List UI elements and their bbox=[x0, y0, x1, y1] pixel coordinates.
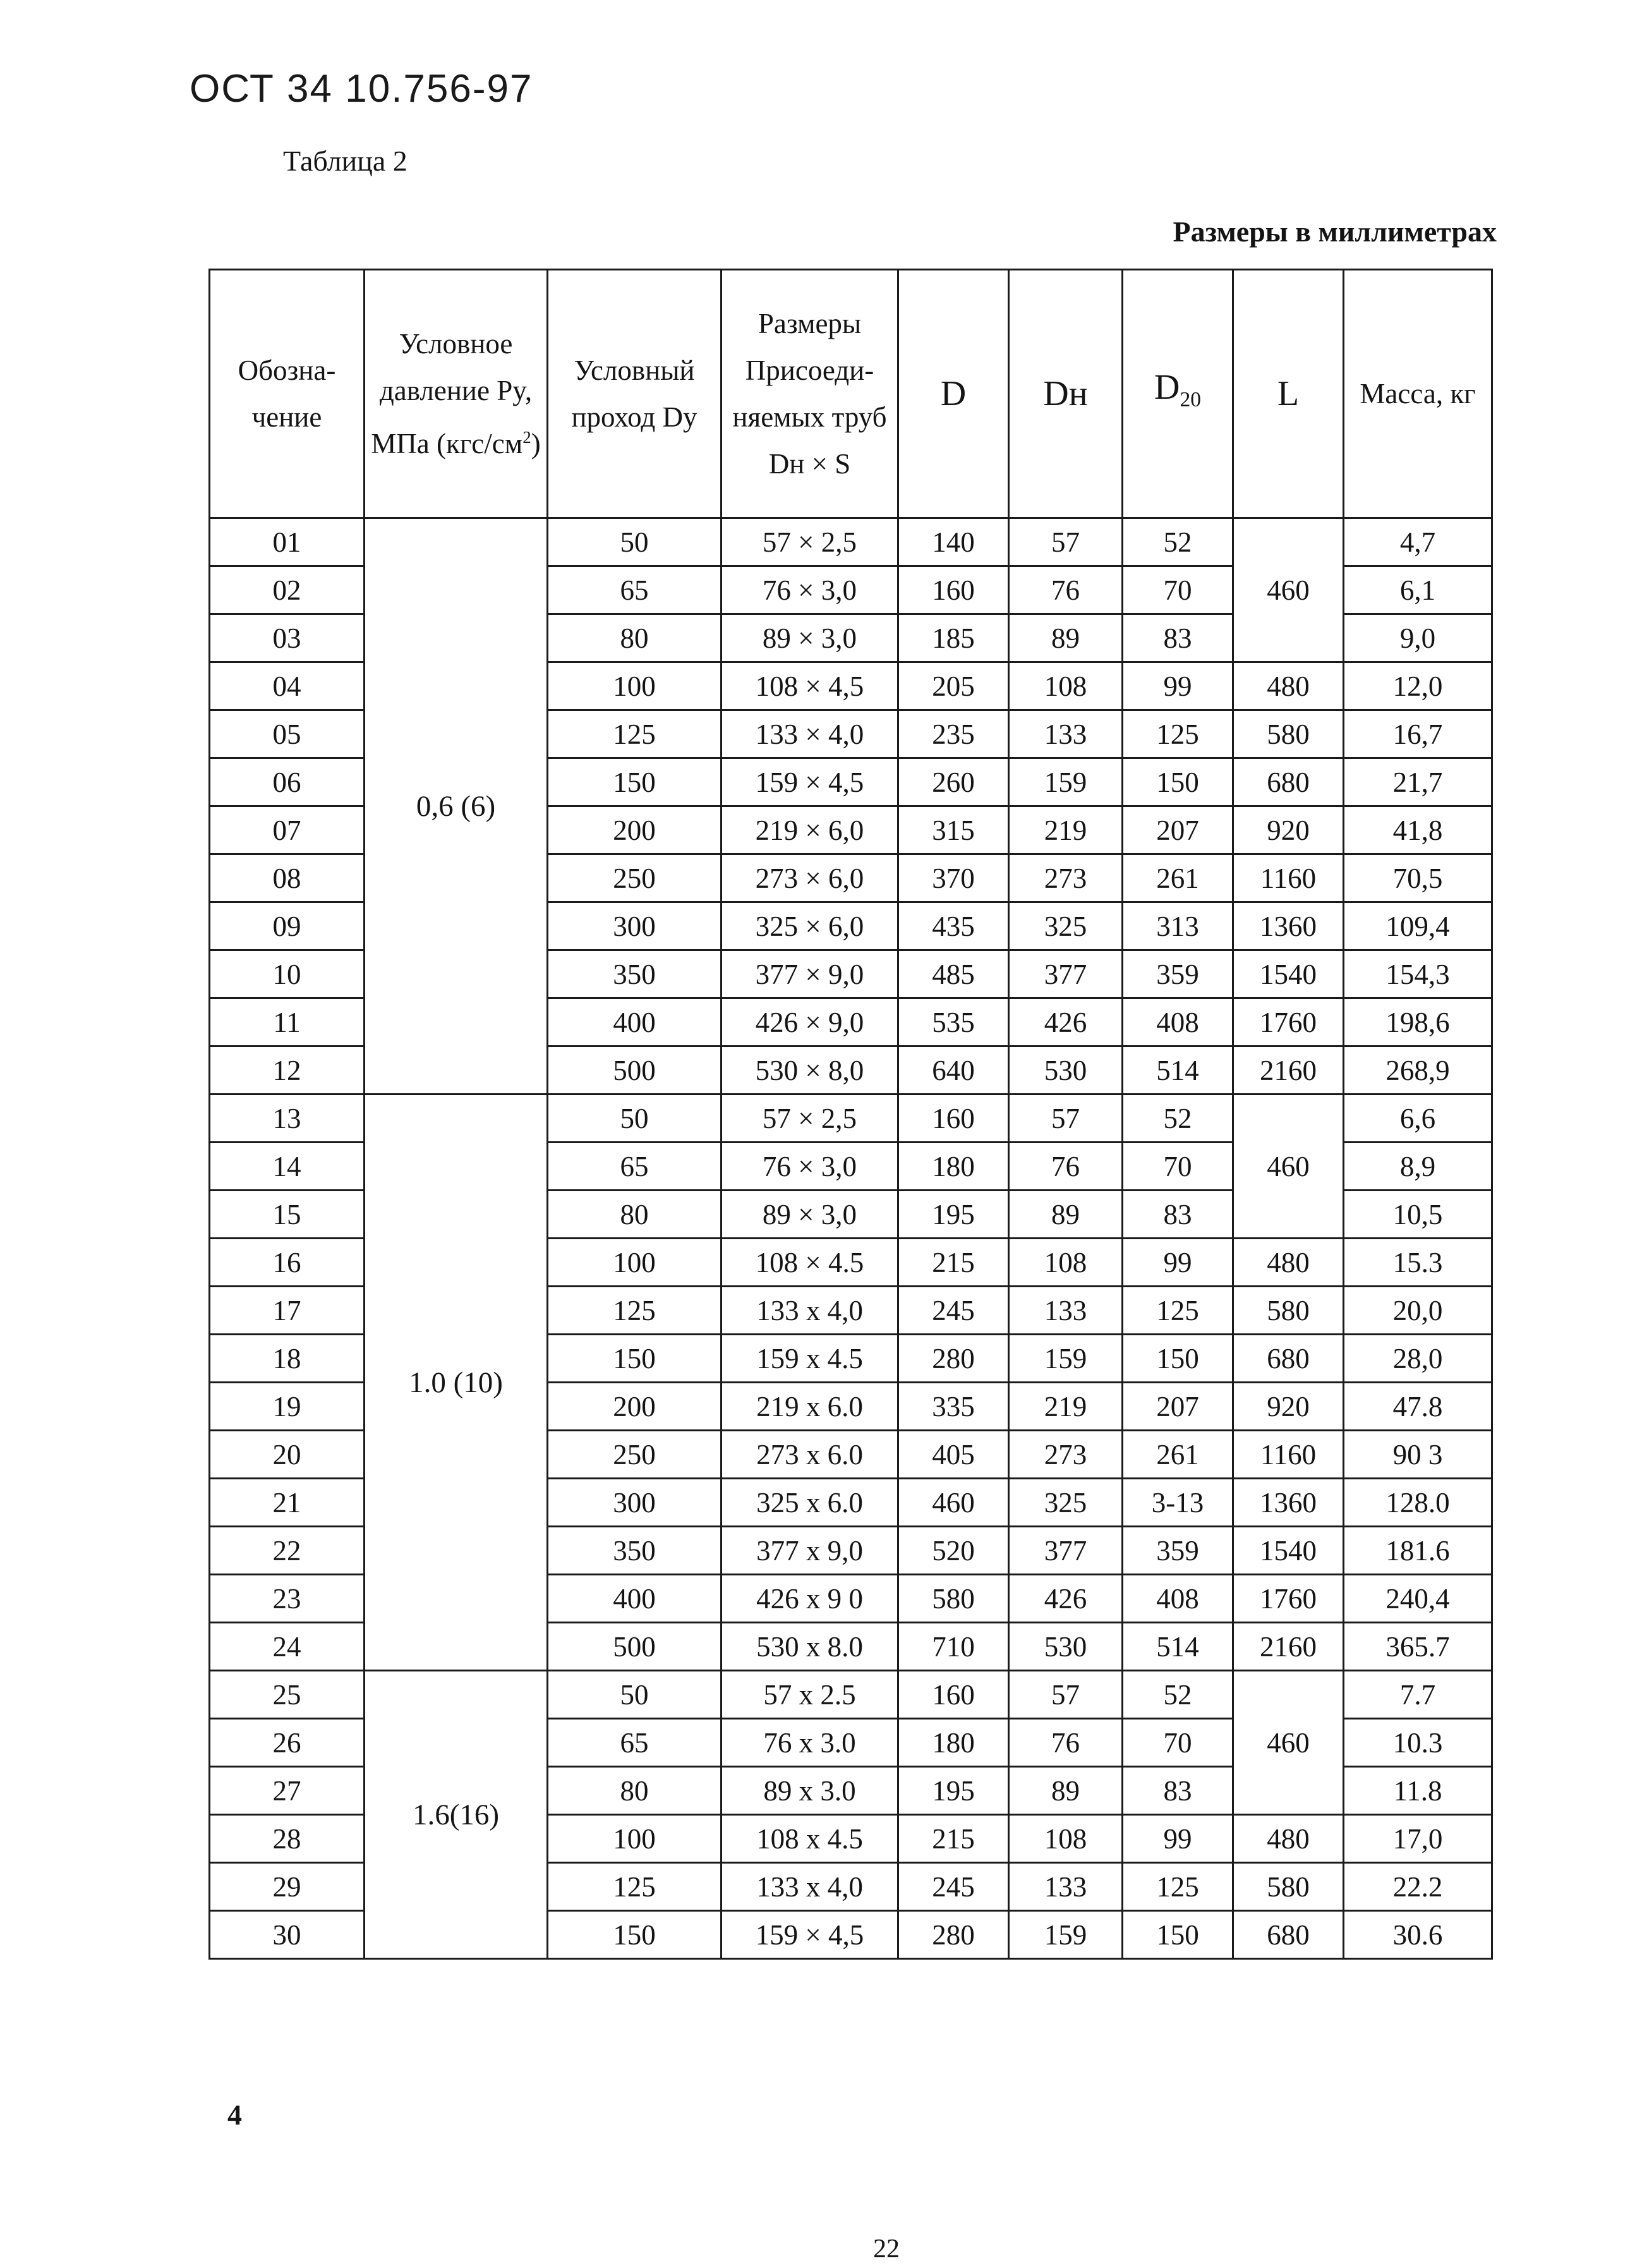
cell-dn: 159 bbox=[1009, 1335, 1123, 1383]
cell-d20: 3-13 bbox=[1123, 1479, 1233, 1527]
cell-d: 315 bbox=[898, 806, 1009, 854]
cell-designation: 13 bbox=[210, 1095, 365, 1143]
cell-designation: 28 bbox=[210, 1815, 365, 1863]
cell-d20: 207 bbox=[1123, 806, 1233, 854]
cell-d20: 261 bbox=[1123, 1431, 1233, 1479]
table-row bbox=[210, 1095, 1492, 1143]
cell-pipe-size: 57 × 2,5 bbox=[721, 1095, 898, 1143]
cell-pipe-size: 159 x 4.5 bbox=[721, 1335, 898, 1383]
cell-designation: 04 bbox=[210, 662, 365, 710]
cell-d20: 125 bbox=[1123, 1287, 1233, 1335]
cell-d20: 207 bbox=[1123, 1383, 1233, 1431]
cell-d20: 261 bbox=[1123, 854, 1233, 902]
header-dn-main: D bbox=[1043, 374, 1069, 413]
cell-d20: 52 bbox=[1123, 518, 1233, 566]
cell-bore: 65 bbox=[548, 1719, 721, 1767]
cell-d20: 99 bbox=[1123, 1815, 1233, 1863]
cell-d: 435 bbox=[898, 902, 1009, 950]
header-d20-sub: 20 bbox=[1180, 388, 1202, 412]
cell-d20: 514 bbox=[1123, 1046, 1233, 1095]
cell-d20: 70 bbox=[1123, 1719, 1233, 1767]
cell-mass: 17,0 bbox=[1344, 1815, 1492, 1863]
cell-d: 140 bbox=[898, 518, 1009, 566]
cell-d20: 83 bbox=[1123, 614, 1233, 662]
cell-bore: 250 bbox=[548, 854, 721, 902]
cell-l: 1760 bbox=[1233, 1575, 1344, 1623]
cell-bore: 250 bbox=[548, 1431, 721, 1479]
cell-mass: 268,9 bbox=[1344, 1046, 1492, 1095]
cell-bore: 50 bbox=[548, 518, 721, 566]
cell-bore: 500 bbox=[548, 1046, 721, 1095]
cell-dn: 426 bbox=[1009, 1575, 1123, 1623]
cell-pipe-size: 159 × 4,5 bbox=[721, 1911, 898, 1959]
cell-pressure: 1.6(16) bbox=[365, 1671, 548, 1959]
cell-mass: 154,3 bbox=[1344, 950, 1492, 998]
cell-l: 680 bbox=[1233, 1335, 1344, 1383]
cell-dn: 108 bbox=[1009, 1815, 1123, 1863]
cell-mass: 41,8 bbox=[1344, 806, 1492, 854]
cell-pipe-size: 426 x 9 0 bbox=[721, 1575, 898, 1623]
cell-pipe-size: 377 x 9,0 bbox=[721, 1527, 898, 1575]
cell-pipe-size: 426 × 9,0 bbox=[721, 998, 898, 1046]
cell-pipe-size: 108 x 4.5 bbox=[721, 1815, 898, 1863]
cell-mass: 70,5 bbox=[1344, 854, 1492, 902]
header-d: D bbox=[898, 270, 1009, 518]
cell-mass: 16,7 bbox=[1344, 710, 1492, 758]
cell-bore: 65 bbox=[548, 1143, 721, 1191]
cell-d: 195 bbox=[898, 1191, 1009, 1239]
cell-pressure: 0,6 (6) bbox=[365, 518, 548, 1095]
cell-designation: 17 bbox=[210, 1287, 365, 1335]
cell-dn: 89 bbox=[1009, 1767, 1123, 1815]
cell-bore: 125 bbox=[548, 1287, 721, 1335]
cell-designation: 16 bbox=[210, 1239, 365, 1287]
header-bore: Условный проход Dy bbox=[548, 270, 721, 518]
cell-designation: 23 bbox=[210, 1575, 365, 1623]
cell-l: 1540 bbox=[1233, 950, 1344, 998]
cell-mass: 7.7 bbox=[1344, 1671, 1492, 1719]
cell-dn: 133 bbox=[1009, 1287, 1123, 1335]
cell-d: 180 bbox=[898, 1719, 1009, 1767]
cell-l: 1360 bbox=[1233, 902, 1344, 950]
cell-dn: 76 bbox=[1009, 1143, 1123, 1191]
cell-d20: 52 bbox=[1123, 1095, 1233, 1143]
cell-mass: 90 3 bbox=[1344, 1431, 1492, 1479]
cell-mass: 181.6 bbox=[1344, 1527, 1492, 1575]
cell-designation: 07 bbox=[210, 806, 365, 854]
cell-pipe-size: 377 × 9,0 bbox=[721, 950, 898, 998]
cell-mass: 9,0 bbox=[1344, 614, 1492, 662]
header-d20 bbox=[1123, 270, 1233, 518]
cell-d20: 150 bbox=[1123, 1335, 1233, 1383]
cell-pipe-size: 76 × 3,0 bbox=[721, 1143, 898, 1191]
units-note: Размеры в миллиметрах bbox=[1173, 215, 1497, 248]
table-caption: Таблица 2 bbox=[283, 145, 407, 177]
cell-mass: 15.3 bbox=[1344, 1239, 1492, 1287]
header-pressure-sup: 2 bbox=[522, 428, 531, 447]
cell-d: 485 bbox=[898, 950, 1009, 998]
cell-d20: 83 bbox=[1123, 1767, 1233, 1815]
cell-mass: 6,6 bbox=[1344, 1095, 1492, 1143]
cell-dn: 159 bbox=[1009, 758, 1123, 806]
cell-bore: 400 bbox=[548, 1575, 721, 1623]
cell-d20: 359 bbox=[1123, 1527, 1233, 1575]
cell-designation: 10 bbox=[210, 950, 365, 998]
cell-mass: 12,0 bbox=[1344, 662, 1492, 710]
cell-designation: 12 bbox=[210, 1046, 365, 1095]
cell-l: 920 bbox=[1233, 1383, 1344, 1431]
cell-d: 235 bbox=[898, 710, 1009, 758]
cell-pipe-size: 89 × 3,0 bbox=[721, 1191, 898, 1239]
cell-designation: 26 bbox=[210, 1719, 365, 1767]
cell-pipe-size: 133 x 4,0 bbox=[721, 1287, 898, 1335]
cell-d20: 83 bbox=[1123, 1191, 1233, 1239]
cell-designation: 19 bbox=[210, 1383, 365, 1431]
cell-d: 215 bbox=[898, 1815, 1009, 1863]
cell-l: 680 bbox=[1233, 1911, 1344, 1959]
cell-designation: 21 bbox=[210, 1479, 365, 1527]
cell-d20: 52 bbox=[1123, 1671, 1233, 1719]
header-pipe-sizes: Размеры Присоеди-няемых труб Dн × S bbox=[721, 270, 898, 518]
cell-dn: 108 bbox=[1009, 1239, 1123, 1287]
cell-pipe-size: 219 × 6,0 bbox=[721, 806, 898, 854]
cell-d20: 70 bbox=[1123, 1143, 1233, 1191]
cell-dn: 273 bbox=[1009, 1431, 1123, 1479]
cell-pipe-size: 76 × 3,0 bbox=[721, 566, 898, 614]
cell-pipe-size: 325 x 6.0 bbox=[721, 1479, 898, 1527]
cell-d: 280 bbox=[898, 1335, 1009, 1383]
cell-l: 2160 bbox=[1233, 1046, 1344, 1095]
cell-bore: 200 bbox=[548, 1383, 721, 1431]
cell-d20: 408 bbox=[1123, 998, 1233, 1046]
cell-bore: 350 bbox=[548, 1527, 721, 1575]
cell-l: 580 bbox=[1233, 1863, 1344, 1911]
cell-pipe-size: 219 x 6.0 bbox=[721, 1383, 898, 1431]
cell-mass: 8,9 bbox=[1344, 1143, 1492, 1191]
cell-d20: 150 bbox=[1123, 758, 1233, 806]
page-number-left: 4 bbox=[227, 2099, 242, 2131]
cell-d: 205 bbox=[898, 662, 1009, 710]
cell-bore: 300 bbox=[548, 902, 721, 950]
cell-mass: 21,7 bbox=[1344, 758, 1492, 806]
cell-designation: 01 bbox=[210, 518, 365, 566]
cell-bore: 150 bbox=[548, 758, 721, 806]
cell-bore: 400 bbox=[548, 998, 721, 1046]
cell-pipe-size: 273 x 6.0 bbox=[721, 1431, 898, 1479]
dimensions-table bbox=[208, 269, 1493, 1960]
cell-d20: 150 bbox=[1123, 1911, 1233, 1959]
cell-d: 195 bbox=[898, 1767, 1009, 1815]
cell-d: 160 bbox=[898, 566, 1009, 614]
cell-bore: 80 bbox=[548, 1767, 721, 1815]
cell-pipe-size: 133 × 4,0 bbox=[721, 710, 898, 758]
header-row bbox=[210, 270, 1492, 518]
cell-pipe-size: 325 × 6,0 bbox=[721, 902, 898, 950]
table-body bbox=[210, 518, 1492, 1959]
cell-designation: 25 bbox=[210, 1671, 365, 1719]
cell-mass: 10.3 bbox=[1344, 1719, 1492, 1767]
cell-l: 1540 bbox=[1233, 1527, 1344, 1575]
cell-designation: 29 bbox=[210, 1863, 365, 1911]
cell-d: 215 bbox=[898, 1239, 1009, 1287]
cell-dn: 76 bbox=[1009, 1719, 1123, 1767]
cell-l: 920 bbox=[1233, 806, 1344, 854]
cell-pipe-size: 89 × 3,0 bbox=[721, 614, 898, 662]
cell-designation: 24 bbox=[210, 1623, 365, 1671]
cell-dn: 89 bbox=[1009, 614, 1123, 662]
cell-d: 710 bbox=[898, 1623, 1009, 1671]
cell-dn: 530 bbox=[1009, 1046, 1123, 1095]
cell-l: 1360 bbox=[1233, 1479, 1344, 1527]
cell-designation: 15 bbox=[210, 1191, 365, 1239]
cell-bore: 100 bbox=[548, 1815, 721, 1863]
cell-dn: 76 bbox=[1009, 566, 1123, 614]
cell-d: 280 bbox=[898, 1911, 1009, 1959]
cell-designation: 03 bbox=[210, 614, 365, 662]
cell-pipe-size: 57 x 2.5 bbox=[721, 1671, 898, 1719]
cell-bore: 300 bbox=[548, 1479, 721, 1527]
cell-l: 460 bbox=[1233, 1671, 1344, 1815]
cell-dn: 57 bbox=[1009, 518, 1123, 566]
cell-designation: 02 bbox=[210, 566, 365, 614]
cell-designation: 30 bbox=[210, 1911, 365, 1959]
cell-bore: 125 bbox=[548, 1863, 721, 1911]
header-pressure-suffix: ) bbox=[531, 428, 541, 459]
cell-d: 185 bbox=[898, 614, 1009, 662]
cell-designation: 11 bbox=[210, 998, 365, 1046]
cell-d: 370 bbox=[898, 854, 1009, 902]
cell-bore: 200 bbox=[548, 806, 721, 854]
cell-bore: 80 bbox=[548, 1191, 721, 1239]
cell-pipe-size: 530 x 8.0 bbox=[721, 1623, 898, 1671]
cell-d: 245 bbox=[898, 1863, 1009, 1911]
cell-designation: 08 bbox=[210, 854, 365, 902]
header-designation: Обозна-чение bbox=[210, 270, 365, 518]
cell-d: 335 bbox=[898, 1383, 1009, 1431]
cell-d20: 99 bbox=[1123, 662, 1233, 710]
cell-l: 480 bbox=[1233, 662, 1344, 710]
cell-l: 1760 bbox=[1233, 998, 1344, 1046]
cell-designation: 20 bbox=[210, 1431, 365, 1479]
cell-l: 580 bbox=[1233, 710, 1344, 758]
cell-bore: 65 bbox=[548, 566, 721, 614]
cell-d20: 313 bbox=[1123, 902, 1233, 950]
cell-d20: 514 bbox=[1123, 1623, 1233, 1671]
cell-mass: 22.2 bbox=[1344, 1863, 1492, 1911]
cell-pipe-size: 76 x 3.0 bbox=[721, 1719, 898, 1767]
cell-mass: 6,1 bbox=[1344, 566, 1492, 614]
table-row bbox=[210, 1671, 1492, 1719]
cell-dn: 426 bbox=[1009, 998, 1123, 1046]
cell-dn: 89 bbox=[1009, 1191, 1123, 1239]
header-mass: Масса, кг bbox=[1344, 270, 1492, 518]
cell-pipe-size: 133 x 4,0 bbox=[721, 1863, 898, 1911]
cell-bore: 100 bbox=[548, 1239, 721, 1287]
cell-bore: 80 bbox=[548, 614, 721, 662]
cell-bore: 150 bbox=[548, 1911, 721, 1959]
cell-l: 680 bbox=[1233, 758, 1344, 806]
cell-d: 580 bbox=[898, 1575, 1009, 1623]
header-pressure bbox=[365, 270, 548, 518]
header-dn-sub: н bbox=[1068, 374, 1088, 413]
cell-bore: 50 bbox=[548, 1095, 721, 1143]
cell-pipe-size: 57 × 2,5 bbox=[721, 518, 898, 566]
cell-d: 160 bbox=[898, 1671, 1009, 1719]
cell-mass: 4,7 bbox=[1344, 518, 1492, 566]
cell-dn: 57 bbox=[1009, 1095, 1123, 1143]
cell-bore: 50 bbox=[548, 1671, 721, 1719]
cell-mass: 198,6 bbox=[1344, 998, 1492, 1046]
cell-dn: 530 bbox=[1009, 1623, 1123, 1671]
cell-designation: 14 bbox=[210, 1143, 365, 1191]
cell-pipe-size: 108 × 4,5 bbox=[721, 662, 898, 710]
cell-dn: 133 bbox=[1009, 1863, 1123, 1911]
cell-mass: 28,0 bbox=[1344, 1335, 1492, 1383]
cell-bore: 350 bbox=[548, 950, 721, 998]
cell-dn: 273 bbox=[1009, 854, 1123, 902]
cell-dn: 325 bbox=[1009, 902, 1123, 950]
cell-mass: 30.6 bbox=[1344, 1911, 1492, 1959]
cell-bore: 100 bbox=[548, 662, 721, 710]
cell-d: 535 bbox=[898, 998, 1009, 1046]
cell-d: 640 bbox=[898, 1046, 1009, 1095]
header-pressure-text: Условное давление Py, МПа (кгс/см bbox=[371, 328, 533, 459]
cell-dn: 377 bbox=[1009, 1527, 1123, 1575]
cell-dn: 219 bbox=[1009, 806, 1123, 854]
cell-mass: 47.8 bbox=[1344, 1383, 1492, 1431]
cell-d: 460 bbox=[898, 1479, 1009, 1527]
cell-d: 245 bbox=[898, 1287, 1009, 1335]
cell-mass: 128.0 bbox=[1344, 1479, 1492, 1527]
cell-designation: 05 bbox=[210, 710, 365, 758]
cell-mass: 11.8 bbox=[1344, 1767, 1492, 1815]
cell-mass: 20,0 bbox=[1344, 1287, 1492, 1335]
cell-mass: 240,4 bbox=[1344, 1575, 1492, 1623]
cell-pipe-size: 89 x 3.0 bbox=[721, 1767, 898, 1815]
cell-l: 580 bbox=[1233, 1287, 1344, 1335]
cell-d: 180 bbox=[898, 1143, 1009, 1191]
cell-d20: 125 bbox=[1123, 710, 1233, 758]
cell-pipe-size: 159 × 4,5 bbox=[721, 758, 898, 806]
cell-mass: 10,5 bbox=[1344, 1191, 1492, 1239]
cell-designation: 06 bbox=[210, 758, 365, 806]
cell-designation: 27 bbox=[210, 1767, 365, 1815]
cell-bore: 125 bbox=[548, 710, 721, 758]
cell-d20: 99 bbox=[1123, 1239, 1233, 1287]
cell-d: 520 bbox=[898, 1527, 1009, 1575]
cell-d: 260 bbox=[898, 758, 1009, 806]
header-l: L bbox=[1233, 270, 1344, 518]
cell-designation: 18 bbox=[210, 1335, 365, 1383]
cell-d: 160 bbox=[898, 1095, 1009, 1143]
cell-l: 1160 bbox=[1233, 854, 1344, 902]
cell-dn: 325 bbox=[1009, 1479, 1123, 1527]
cell-l: 460 bbox=[1233, 1095, 1344, 1239]
cell-pressure: 1.0 (10) bbox=[365, 1095, 548, 1671]
cell-d: 405 bbox=[898, 1431, 1009, 1479]
cell-designation: 09 bbox=[210, 902, 365, 950]
header-dn bbox=[1009, 270, 1123, 518]
cell-d20: 408 bbox=[1123, 1575, 1233, 1623]
cell-designation: 22 bbox=[210, 1527, 365, 1575]
cell-bore: 150 bbox=[548, 1335, 721, 1383]
cell-bore: 500 bbox=[548, 1623, 721, 1671]
cell-pipe-size: 108 × 4.5 bbox=[721, 1239, 898, 1287]
cell-mass: 109,4 bbox=[1344, 902, 1492, 950]
table-row bbox=[210, 518, 1492, 566]
cell-d20: 359 bbox=[1123, 950, 1233, 998]
cell-dn: 159 bbox=[1009, 1911, 1123, 1959]
cell-dn: 108 bbox=[1009, 662, 1123, 710]
document-code: ОСТ 34 10.756-97 bbox=[190, 67, 533, 111]
cell-mass: 365.7 bbox=[1344, 1623, 1492, 1671]
cell-l: 480 bbox=[1233, 1815, 1344, 1863]
cell-d20: 70 bbox=[1123, 566, 1233, 614]
page-number-bottom: 22 bbox=[873, 2235, 900, 2264]
cell-l: 480 bbox=[1233, 1239, 1344, 1287]
cell-l: 460 bbox=[1233, 518, 1344, 662]
cell-pipe-size: 530 × 8,0 bbox=[721, 1046, 898, 1095]
cell-l: 2160 bbox=[1233, 1623, 1344, 1671]
cell-dn: 57 bbox=[1009, 1671, 1123, 1719]
header-d20-main: D bbox=[1154, 367, 1180, 407]
cell-dn: 219 bbox=[1009, 1383, 1123, 1431]
cell-dn: 377 bbox=[1009, 950, 1123, 998]
cell-pipe-size: 273 × 6,0 bbox=[721, 854, 898, 902]
cell-l: 1160 bbox=[1233, 1431, 1344, 1479]
cell-dn: 133 bbox=[1009, 710, 1123, 758]
cell-d20: 125 bbox=[1123, 1863, 1233, 1911]
